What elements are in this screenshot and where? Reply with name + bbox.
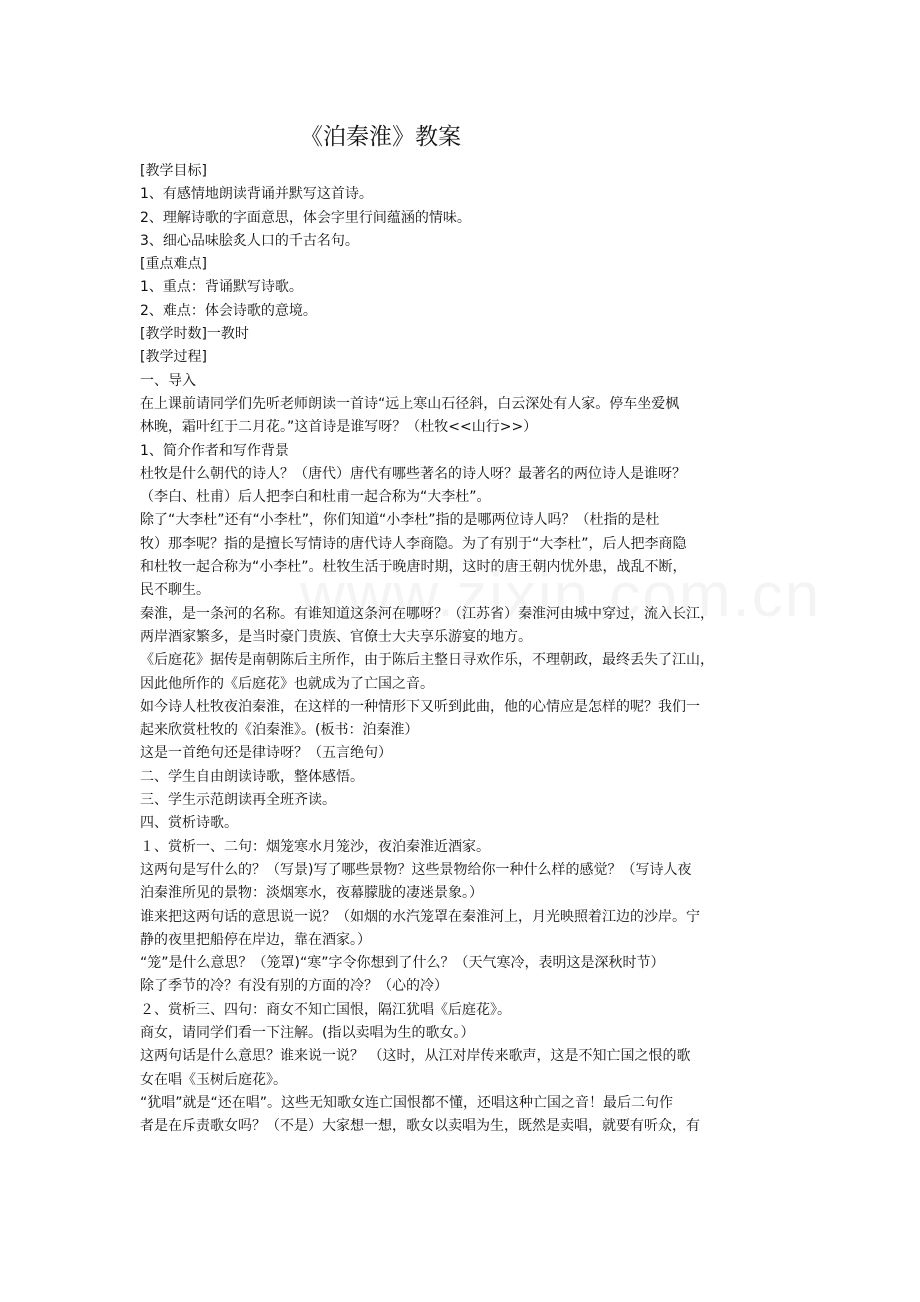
text-line: 二、学生自由朗读诗歌，整体感悟。 — [140, 768, 364, 785]
text-line: 谁来把这两句话的意思说一说？（如烟的水汽笼罩在秦淮河上，月光映照着江边的沙岸。宁 — [140, 908, 700, 925]
text-line: 女在唱《玉树后庭花》。 — [140, 1071, 287, 1088]
text-line: [教学目标] — [140, 163, 207, 179]
text-line: （李白、杜甫）后人把李白和杜甫一起合称为“大李杜”。 — [140, 489, 491, 506]
text-line: [教学过程] — [140, 349, 207, 366]
text-line: 一、导入 — [140, 372, 196, 389]
text-line: 四、赏析诗歌。 — [140, 815, 238, 832]
text-line: ２、赏析三、四句：商女不知亡国恨，隔江犹唱《后庭花》。 — [140, 1001, 511, 1018]
text-line: 牧）那李呢？指的是擅长写情诗的唐代诗人李商隐。为了有别于“大李杜”，后人把李商隐 — [140, 535, 687, 552]
text-line: 者是在斥责歌女吗？（不是）大家想一想，歌女以卖唱为生，既然是卖唱，就要有听众，有 — [140, 1118, 700, 1135]
text-line: “犹唱”就是“还在唱”。这些无知歌女连亡国恨都不懂，还唱这种亡国之音！最后二句作 — [140, 1094, 674, 1111]
page-title: 《泊秦淮》教案 — [300, 124, 461, 150]
text-line: 三、学生示范朗读再全班齐读。 — [140, 792, 336, 809]
text-line: 2、难点：体会诗歌的意境。 — [140, 302, 317, 319]
text-line: 林晚，霜叶红于二月花。”这首诗是谁写呀？（杜牧<<山行>>） — [140, 419, 538, 436]
text-line: 这两句话是什么意思？谁来说一说？ （这时，从江对岸传来歌声，这是不知亡国之恨的歌 — [140, 1048, 691, 1065]
text-line: 起来欣赏杜牧的《泊秦淮》。(板书：泊秦淮） — [140, 722, 419, 739]
text-line: 3、细心品味脍炙人口的千古名句。 — [140, 232, 359, 249]
text-line: 民不聊生。 — [140, 582, 210, 599]
text-line: 秦淮，是一条河的名称。有谁知道这条河在哪呀？（江苏省）秦淮河由城中穿过，流入长江， — [140, 605, 714, 622]
text-line: 这两句是写什么的？（写景)写了哪些景物？这些景物给你一种什么样的感觉？（写诗人夜 — [140, 861, 692, 878]
text-line: [重点难点] — [140, 256, 207, 273]
text-line: 2、理解诗歌的字面意思，体会字里行间蕴涵的情味。 — [140, 209, 471, 226]
text-line: 泊秦淮所见的景物：淡烟寒水，夜幕朦胧的凄迷景象。） — [140, 885, 483, 902]
text-line: 如今诗人杜牧夜泊秦淮，在这样的一种情形下又听到此曲，他的心情应是怎样的呢？我们一 — [140, 698, 700, 715]
text-line: 《后庭花》据传是南朝陈后主所作，由于陈后主整日寻欢作乐，不理朝政，最终丢失了江山， — [140, 652, 714, 669]
text-line: 因此他所作的《后庭花》也就成为了亡国之音。 — [140, 675, 434, 692]
text-line: 静的夜里把船停在岸边，靠在酒家。） — [140, 931, 371, 948]
text-line: 除了“大李杜”还有“小李杜”，你们知道“小李杜”指的是哪两位诗人吗？（杜指的是杜 — [140, 512, 660, 529]
text-line: “笼”是什么意思？（笼罩)“寒”字令你想到了什么？（天气寒冷，表明这是深秋时节） — [140, 955, 665, 972]
text-line: 杜牧是什么朝代的诗人？（唐代）唐代有哪些著名的诗人呀？最著名的两位诗人是谁呀？ — [140, 465, 686, 482]
text-line: 两岸酒家繁多，是当时豪门贵族、官僚士大夫享乐游宴的地方。 — [140, 628, 532, 645]
text-line: 在上课前请同学们先听老师朗读一首诗“远上寒山石径斜，白云深处有人家。停车坐爱枫 — [140, 395, 680, 412]
text-line: 1、有感情地朗读背诵并默写这首诗。 — [140, 186, 373, 203]
text-line: 除了季节的冷？有没有别的方面的冷？（心的冷） — [140, 978, 448, 995]
text-line: 这是一首绝句还是律诗呀？（五言绝句） — [140, 745, 392, 762]
text-line: 商女，请同学们看一下注解。(指以卖唱为生的歌女。） — [140, 1024, 475, 1041]
document-body — [140, 160, 800, 1138]
text-line: 1、重点：背诵默写诗歌。 — [140, 279, 303, 296]
text-line: 1、简介作者和写作背景 — [140, 442, 289, 459]
text-line: [教学时数]一教时 — [140, 326, 249, 343]
text-line: 和杜牧一起合称为“小李杜”。杜牧生活于晚唐时期，这时的唐王朝内忧外患，战乱不断， — [140, 559, 687, 576]
text-line: １、赏析一、二句：烟笼寒水月笼沙，夜泊秦淮近酒家。 — [140, 838, 490, 855]
